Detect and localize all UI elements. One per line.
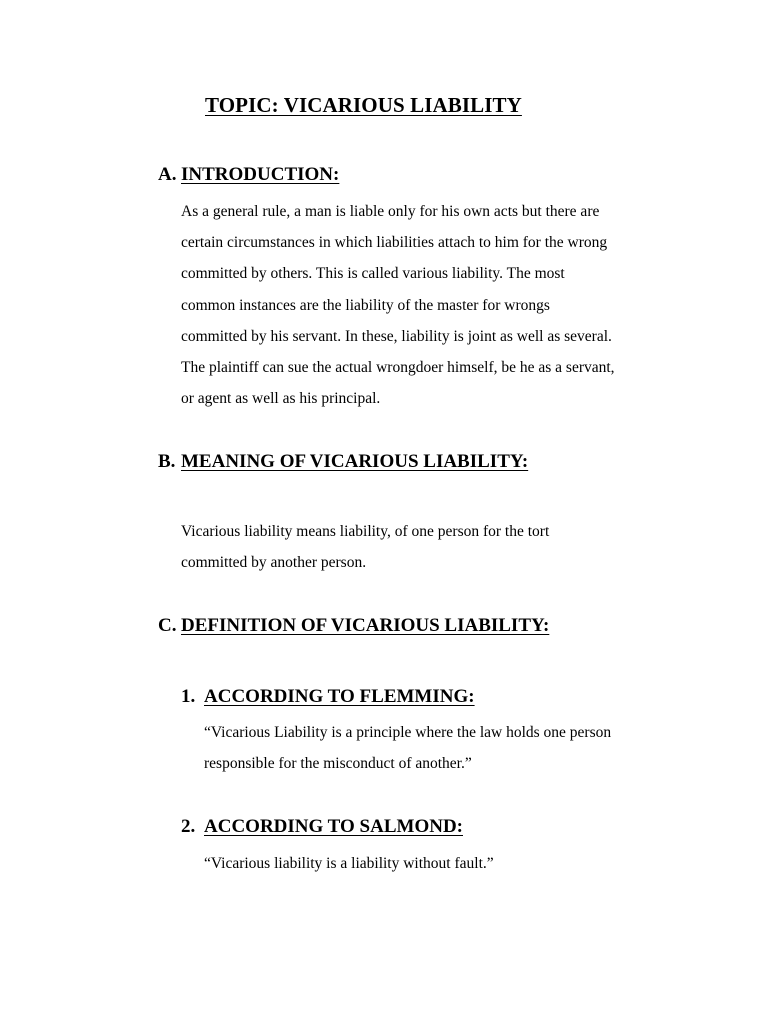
document-title: TOPIC: VICARIOUS LIABILITY — [205, 93, 522, 117]
definition-heading-text: ACCORDING TO FLEMMING: — [204, 686, 475, 707]
section-letter: B. — [158, 451, 176, 472]
paragraph-line: Vicarious liability means liability, of one person for the tort — [181, 523, 550, 540]
quote-line: “Vicarious liability is a liability without fault.” — [204, 855, 494, 872]
section-heading-introduction — [158, 164, 339, 186]
definition-heading-flemming — [181, 686, 475, 708]
section-letter: C. — [158, 615, 177, 636]
section-heading-text: INTRODUCTION: — [181, 164, 340, 185]
definition-number: 2. — [181, 816, 196, 837]
paragraph-line: certain circumstances in which liabilities attach to him for the wrong — [181, 234, 608, 252]
paragraph-line: or agent as well as his principal. — [181, 390, 381, 408]
paragraph-line: committed by others. This is called various liability. The most — [181, 265, 565, 283]
flemming-quote — [204, 717, 704, 779]
introduction-paragraph — [181, 196, 701, 414]
salmond-quote — [204, 848, 704, 879]
definition-heading-salmond — [181, 816, 463, 838]
paragraph-line: common instances are the liability of the master for wrongs — [181, 296, 550, 314]
section-heading-text: MEANING OF VICARIOUS LIABILITY: — [181, 451, 529, 472]
paragraph-line: committed by another person. — [181, 554, 367, 572]
meaning-paragraph — [181, 516, 701, 578]
section-heading-text: DEFINITION OF VICARIOUS LIABILITY: — [181, 615, 550, 636]
section-heading-definition — [158, 615, 549, 637]
definition-number: 1. — [181, 686, 196, 707]
quote-line: responsible for the misconduct of another.” — [204, 755, 472, 772]
paragraph-line: committed by his servant. In these, liability is joint as well as several. — [181, 327, 612, 345]
paragraph-line: As a general rule, a man is liable only for his own acts but there are — [181, 203, 600, 220]
section-heading-meaning — [158, 451, 528, 473]
section-letter: A. — [158, 164, 177, 185]
paragraph-line: The plaintiff can sue the actual wrongdoer himself, be he as a servant, — [181, 359, 615, 377]
quote-line: “Vicarious Liability is a principle where the law holds one person — [204, 724, 612, 741]
definition-heading-text: ACCORDING TO SALMOND: — [204, 816, 463, 837]
